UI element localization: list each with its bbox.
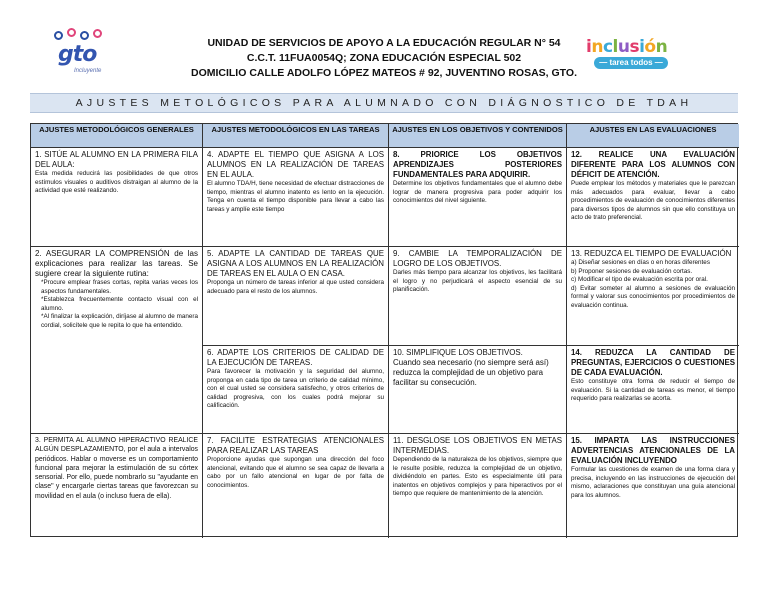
logo-letter: i <box>586 37 592 57</box>
table-cell-general-1 <box>31 148 203 247</box>
institution-address: DOMICILIO CALLE ADOLFO LÓPEZ MATEOS # 92, JUVENTINO ROSAS, GTO. <box>190 67 577 79</box>
table-cell-objectives-10 <box>389 346 567 434</box>
table-cell-objectives-11 <box>389 434 567 538</box>
logo-letter: u <box>617 37 630 57</box>
logo-letter: l <box>612 37 618 57</box>
list-item: d) Evitar someter al alumno a sesiones de evaluación formal y valorar sus conocimientos por procedimientos de evaluación continua. <box>571 284 735 309</box>
institution-info <box>180 36 588 81</box>
cell-title: 13. REDUZCA EL TIEMPO DE EVALUACIÓN <box>571 249 732 258</box>
cell-title: 2. ASEGURAR LA COMPRENSIÓN de las explicaciones para realizar las tareas. Se sugiere crear la siguiente rutina: <box>35 249 198 278</box>
document-title-banner: AJUSTES METOLÓGICOS PARA ALUMNADO CON DIÁGNOSTICO DE TDAH <box>30 93 738 113</box>
cell-title: 10. SIMPLIFIQUE LOS OBJETIVOS. <box>393 348 523 357</box>
institution-name: UNIDAD DE SERVICIOS DE APOYO A LA EDUCACIÓN REGULAR N° 54 <box>207 37 561 49</box>
cell-body: Esta medida reducirá las posibilidades de que otros estímulos visuales o auditivos distraigan al alumno de la actividad que esté realizando. <box>35 170 198 195</box>
cell-title: 14. REDUZCA LA CANTIDAD DE PREGUNTAS, EJERCICIOS O CUESTIONES DE CADA EVALUACIÓN. <box>571 348 735 377</box>
cell-title: 11. DESGLOSE LOS OBJETIVOS EN METAS INTERMEDIAS. <box>393 436 562 455</box>
logo-letter: n <box>655 37 668 57</box>
table-cell-tasks-7 <box>203 434 389 538</box>
gto-incluyente-logo <box>48 28 112 80</box>
logo-letter: c <box>602 37 613 57</box>
cell-body: 3. PERMITA AL ALUMNO HIPERACTIVO REALICE ALGÚN DESPLAZAMIENTO, por el aula a intervalos periódicos. Hablar o moverse es un comportamiento funcional para mejorar la estimulación de su córtex sensorial. Por ello, puede nombrarlo su "ayudante en clase" y encargarle ciertas tareas que favorezcan su movilidad en el aula (o incluso fuera de ella). <box>35 437 198 500</box>
cell-body: Determine los objetivos fundamentales que el alumno debe lograr de manera progresiva para poder adquirir los conocimientos del nivel siguiente. <box>393 180 562 205</box>
inclusion-logo <box>586 38 686 74</box>
document-header <box>0 0 768 90</box>
cell-body: Proponga un número de tareas inferior al que usted considera adecuado para el resto de los alumnos. <box>207 279 384 295</box>
list-item: *Al finalizar la explicación, diríjase al alumno de manera cordial, solicítele que le repita lo que ha entendido. <box>41 313 198 329</box>
cell-body: Proporcione ayudas que supongan una dirección del foco atencional, evitando que el alumno se sea capaz de llevarla a cabo por un fallo atencional en lugar de por falta de conocimientos. <box>207 456 384 489</box>
column-header-tasks: AJUSTES METODOLÓGICOS EN LAS TAREAS <box>203 124 389 148</box>
logo-left-subtitle: Incluyente <box>74 68 102 74</box>
logo-right-tag: — tarea todos — <box>594 57 668 69</box>
cell-title: 15. IMPARTA LAS INSTRUCCIONES ADVERTENCIAS ATENCIONALES DE LA EVALUACIÓN INCLUYENDO <box>571 436 735 465</box>
adjustments-table <box>30 123 738 537</box>
cell-body: Cuando sea necesario (no siempre será así) reduzca la complejidad de un objetivo para facilitar su consecución. <box>393 358 549 387</box>
cell-body: Darles más tiempo para alcanzar los objetivos, les facilitará el logro y no perjudicará el aspecto esencial de su planificación. <box>393 269 562 294</box>
table-cell-general-3 <box>31 434 203 538</box>
cell-body: Esto constituye otra forma de reducir el tiempo de evaluación. Si la cantidad de tareas es menor, el tiempo requerido para realizarlas se acorta. <box>571 378 735 403</box>
table-cell-evaluations-13 <box>567 247 739 346</box>
cell-body: Dependiendo de la naturaleza de los objetivos, siempre que le resulte posible, reduzca la complejidad de un objetivo, dividiéndolo en partes. Esto es especialmente útil para inatentos en objetivos complejos y para hiperactivos por el tiempo que requiere de mantenimiento de la atención. <box>393 456 562 498</box>
table-cell-tasks-5 <box>203 247 389 346</box>
logo-figures-icon <box>54 28 110 42</box>
column-header-general: AJUSTES METODOLÓGICOS GENERALES <box>31 124 203 148</box>
table-cell-evaluations-12 <box>567 148 739 247</box>
table-cell-objectives-9 <box>389 247 567 346</box>
table-cell-tasks-4 <box>203 148 389 247</box>
list-item: *Establezca frecuentemente contacto visual con el alumno. <box>41 296 198 312</box>
column-header-objectives: AJUSTES EN LOS OBJETIVOS Y CONTENIDOS <box>389 124 567 148</box>
logo-letter: ó <box>644 37 656 57</box>
list-item: a) Diseñar sesiones en días o en horas diferentes <box>571 259 710 266</box>
cell-title: 1. SITÚE AL ALUMNO EN LA PRIMERA FILA DEL AULA: <box>35 150 198 169</box>
table-cell-evaluations-15 <box>567 434 739 538</box>
table-cell-evaluations-14 <box>567 346 739 434</box>
logo-letter: i <box>639 37 645 57</box>
cell-title: 6. ADAPTE LOS CRITERIOS DE CALIDAD DE LA EJECUCIÓN DE TAREAS. <box>207 348 384 367</box>
column-header-evaluations: AJUSTES EN LAS EVALUACIONES <box>567 124 739 148</box>
cell-title: 9. CAMBIE LA TEMPORALIZACIÓN DE LOGRO DE LOS OBJETIVOS. <box>393 249 562 268</box>
cell-title: 8. PRIORICE LOS OBJETIVOS APRENDIZAJES POSTERIORES FUNDAMENTALES PARA ADQUIRIR. <box>393 150 562 179</box>
cell-body: Puede emplear los métodos y materiales que le parezcan más adecuados para evaluar, llevar a cabo procedimientos de evaluación de conocimientos diferentes para diversos tipos de alumnos sin que ello constituya un acto de trato preferencial. <box>571 180 735 222</box>
cell-title: 12. REALICE UNA EVALUACIÓN DIFERENTE PARA LOS ALUMNOS CON DÉFICIT DE ATENCIÓN. <box>571 150 735 179</box>
list-item: *Procure emplear frases cortas, repita varias veces los aspectos fundamentales. <box>41 279 198 295</box>
cell-title: 7. FACILITE ESTRATEGIAS ATENCIONALES PARA REALIZAR LAS TAREAS <box>207 436 384 455</box>
cell-body: Formular las cuestiones de examen de una forma clara y precisa, incluyendo en las instrucciones de ejecución del mismo, aclaraciones que constituyan una guía atencional para los alumnos. <box>571 466 735 499</box>
cell-title: 5. ADAPTE LA CANTIDAD DE TAREAS QUE ASIGNA A LOS ALUMNOS EN LA REALIZACIÓN DE TAREAS EN EL AULA O EN CASA. <box>207 249 384 278</box>
list-item: c) Modificar el tipo de evaluación escrita por oral. <box>571 276 708 284</box>
cell-body: Para favorecer la motivación y la seguridad del alumno, proponga en cada tipo de tarea un criterio de calidad mínimo, con el cual usted se considera satisfecho, y otros criterios de calidad progresiva, con los cuales podrá mejorar su calificación. <box>207 368 384 410</box>
logo-letter: n <box>591 37 603 57</box>
institution-cct: C.C.T. 11FUA0054Q; ZONA EDUCACIÓN ESPECIAL 502 <box>246 52 522 64</box>
cell-title: 4. ADAPTE EL TIEMPO QUE ASIGNA A LOS ALUMNOS EN LA REALIZACIÓN DE TAREAS EN EL AULA. <box>207 150 384 179</box>
logo-left-text: gto <box>58 42 97 67</box>
list-item: b) Proponer sesiones de evaluación cortas. <box>571 267 693 275</box>
table-cell-objectives-8 <box>389 148 567 247</box>
table-cell-general-2 <box>31 247 203 434</box>
logo-right-text <box>586 38 686 56</box>
cell-body: El alumno TDA/H, tiene necesidad de efectuar distracciones de tiempo, mientras el alumno inatento es lento en la ejecución. Tenga en cuenta el tiempo disponible para llevar a cabo las tareas y amplíe este tiempo <box>207 180 384 213</box>
logo-letter: s <box>629 37 640 57</box>
table-cell-tasks-6 <box>203 346 389 434</box>
